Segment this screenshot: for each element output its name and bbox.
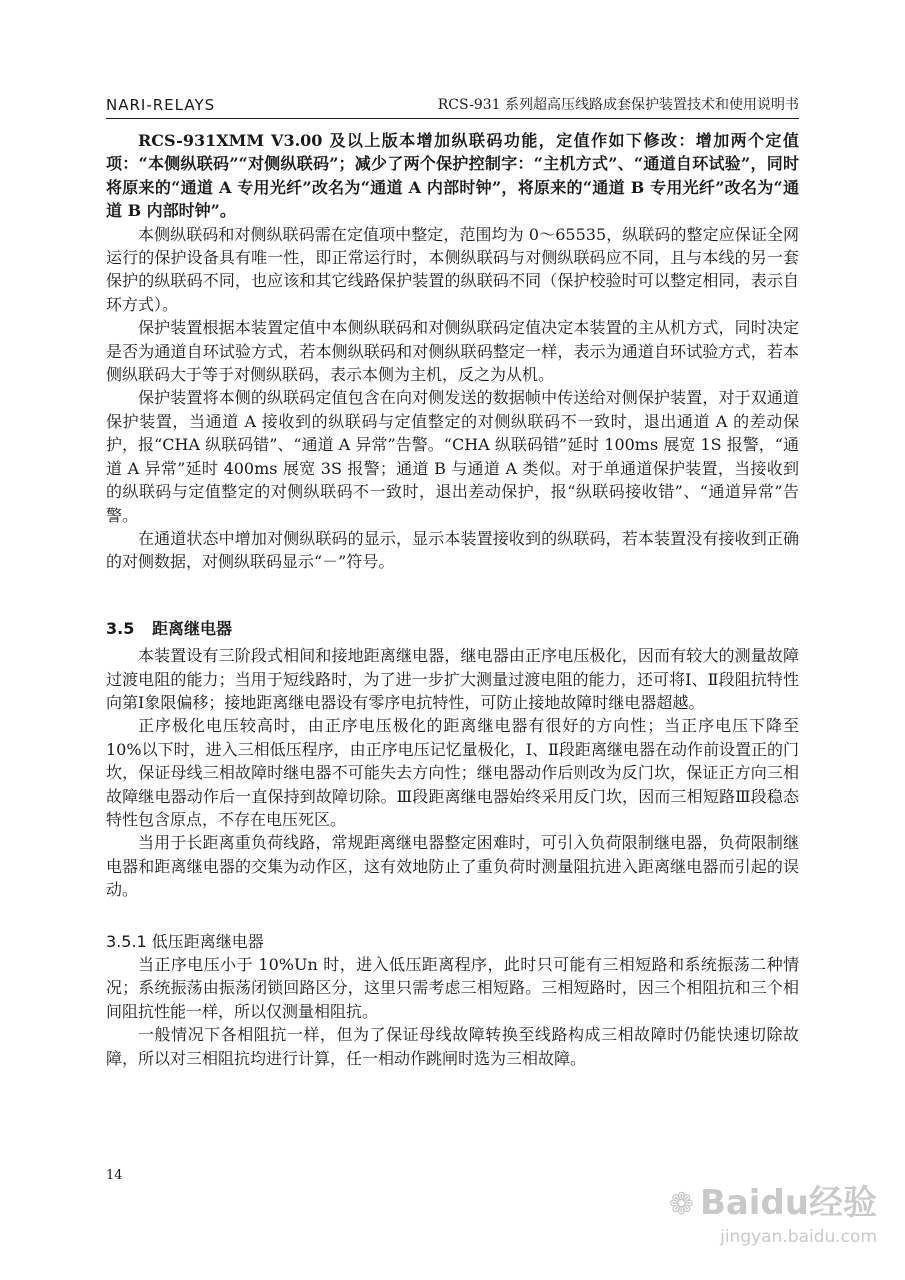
section-heading-3-5-1: 3.5.1 低压距离继电器 xyxy=(106,931,264,951)
watermark-url: jingyan.baidu.com xyxy=(720,1227,877,1247)
paragraph-version-note: RCS-931XMM V3.00 及以上版本增加纵联码功能，定值作如下修改：增加两个定值项：“本侧纵联码”“对侧纵联码”；减少了两个保护控制字：“主机方式”、“通道自环试验”，同时将原来的“通道 A 专用光纤”改名为“通道 A 内部时钟”，将原来的“通道 B 专用光纤”改名为“通道 B 内部时钟”。 xyxy=(106,131,799,221)
watermark-brand xyxy=(667,1182,877,1226)
page-content xyxy=(106,129,799,1070)
paragraph-channel-display: 在通道状态中增加对侧纵联码的显示，显示本装置接收到的纵联码，若本装置没有接收到正确的对侧数据，对侧纵联码显示“－”符号。 xyxy=(106,528,799,572)
paragraph-positive-sequence: 正序极化电压较高时，由正序电压极化的距离继电器有很好的方向性；当正序电压下降至 10%以下时，进入三相低压程序，由正序电压记忆量极化，Ⅰ、Ⅱ段距离继电器在动作前设置正的门坎，保证母线三相故障时继电器不可能失去方向性；继电器动作后则改为反门坎，保证正方向三相故障继电器动作后一直保持到故障切除。Ⅲ段距离继电器始终采用反门坎，因而三相短路Ⅲ段稳态特性包含原点，不存在电压死区。 xyxy=(106,716,799,829)
paragraph-three-phase: 一般情况下各相阻抗一样，但为了保证母线故障转换至线路构成三相故障时仍能快速切除故障，所以对三相阻抗均进行计算，任一相动作跳闸时选为三相故障。 xyxy=(106,1025,799,1068)
section-title: 距离继电器 xyxy=(152,618,233,638)
page-number: 14 xyxy=(106,1168,123,1183)
paragraph-distance-relay-intro: 本装置设有三阶段式相间和接地距离继电器，继电器由正序电压极化，因而有较大的测量故障过渡电阻的能力；当用于短线路时，为了进一步扩大测量过渡电阻的能力，还可将Ⅰ、Ⅱ段阻抗特性向第Ⅰ象限偏移；接地距离继电器设有零序电抗特性，可防止接地故障时继电器超越。 xyxy=(106,646,799,712)
paragraph-code-transfer: 保护装置将本侧的纵联码定值包含在向对侧发送的数据帧中传送给对侧保护装置，对于双通道保护装置，当通道 A 接收到的纵联码与定值整定的对侧纵联码不一致时，退出通道 A 的差动保护，报“CHA 纵联码错”、“通道 A 异常”告警。“CHA 纵联码错”延时 100ms 展宽 1S 报警，“通道 A 异常”延时 400ms 展宽 3S 报警；通道 B 与通道 A 类似。对于单通道保护装置，当接收到的纵联码与定值整定的对侧纵联码不一致时，退出差动保护，报“纵联码接收错”、“通道异常”告警。 xyxy=(106,388,799,525)
watermark-brand-text: Baidu经验 xyxy=(699,1183,877,1223)
paragraph-low-voltage: 当正序电压小于 10%Un 时，进入低压距离程序，此时只可能有三相短路和系统振荡二种情况；系统振荡由振荡闭锁回路区分，这里只需考虑三相短路。三相短路时，因三个相阻抗和三个相间阻抗性能一样，所以仅测量相阻抗。 xyxy=(106,955,799,1021)
watermark xyxy=(667,1182,877,1262)
paragraph-code-range: 本侧纵联码和对侧纵联码需在定值项中整定，范围均为 0～65535，纵联码的整定应保证全网运行的保护设备具有唯一性，即正常运行时，本侧纵联码与对侧纵联码应不同，且与本线的另一套保护的纵联码不同，也应该和其它线路保护装置的纵联码不同（保护校验时可以整定相同，表示自环方式）。 xyxy=(106,224,799,314)
section-number: 3.5 xyxy=(106,618,135,638)
paw-icon: ❁ xyxy=(668,1187,694,1222)
paragraph-load-limit: 当用于长距离重负荷线路，常规距离继电器整定困难时，可引入负荷限制继电器，负荷限制继电器和距离继电器的交集为动作区，这有效地防止了重负荷时测量阻抗进入距离继电器而引起的误动。 xyxy=(106,833,799,900)
paragraph-master-slave: 保护装置根据本装置定值中本侧纵联码和对侧纵联码定值决定本装置的主从机方式，同时决定是否为通道自环试验方式，若本侧纵联码和对侧纵联码整定一样，表示为通道自环试验方式，若本侧纵联码大于等于对侧纵联码，表示本侧为主机，反之为从机。 xyxy=(106,318,799,385)
header-company: NARI-RELAYS xyxy=(106,96,216,114)
page-header xyxy=(106,92,799,119)
section-heading-3-5 xyxy=(106,617,799,640)
header-manual-title: RCS-931 系列超高压线路成套保护装置技术和使用说明书 xyxy=(437,97,799,113)
